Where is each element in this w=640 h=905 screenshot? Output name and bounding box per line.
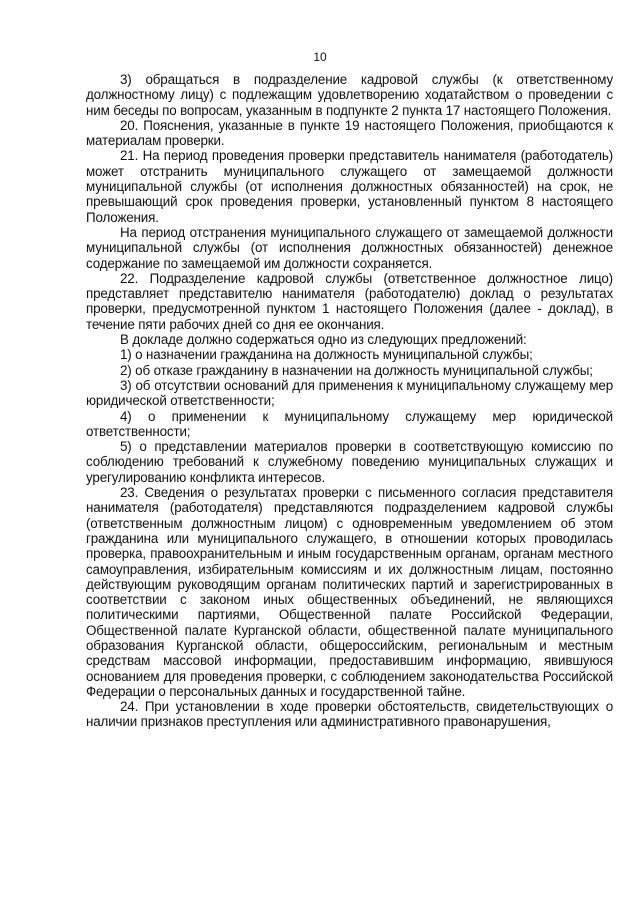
paragraph-22: 22. Подразделение кадровой службы (ответственное должностное лицо) представляет представителю нанимателя (работодателю) доклад о результатах проверки, предусмотренной пунктом 1 настоящего Положения (далее - доклад), в течение пяти рабочих дней со дня ее окончания. bbox=[86, 270, 613, 332]
paragraph-20: 20. Пояснения, указанные в пункте 19 настоящего Положения, приобщаются к материалам проверки. bbox=[86, 117, 613, 149]
list-item-1: 1) о назначении гражданина на должность муниципальной службы; bbox=[120, 347, 533, 363]
paragraph-22-intro: В докладе должно содержаться одно из следующих предложений: bbox=[120, 332, 527, 348]
list-item-5: 5) о представлении материалов проверки в соответствующую комиссию по соблюдению требований к служебному поведению муниципальных служащих и урегулированию конфликта интересов. bbox=[86, 439, 613, 485]
paragraph-item-3: 3) обращаться в подразделение кадровой службы (к ответственному должностному лицу) с подлежащим удовлетворению ходатайством о проведении с ним беседы по вопросам, указанным в подпункте 2 пункта 17 настоящего Положения. bbox=[86, 72, 613, 118]
paragraph-21-continued: На период отстранения муниципального служащего от замещаемой должности муниципальной службы (от исполнения должностных обязанностей) денежное содержание по замещаемой им должности сохраняется. bbox=[86, 224, 613, 271]
paragraph-23: 23. Сведения о результатах проверки с письменного согласия представителя нанимателя (работодателя) представляются подразделением кадровой службы (ответственным должностным лицом) с одновременным уведомлением об этом гражданина или муниципального служащего, в отношении которых проводилась проверка, правоохранительным и иным государственным органам, органам местного самоуправления, избирательным комиссиям и их должностным лицам, постоянно действующим руководящим органам политических партий и зарегистрированных в соответствии с законом иных общественных объединений, не являющихся политическими партиями, Общественной палате Российской Федерации, Общественной палате Курганской области, общественной палате муниципального образования Курганской области, общероссийским, региональным и местным средствам массовой информации, предоставившим информацию, явившуюся основанием для проведения проверки, с соблюдением законодательства Российской Федерации о персональных данных и государственной тайне. bbox=[86, 485, 613, 699]
page-number: 10 bbox=[313, 50, 327, 64]
paragraph-21: 21. На период проведения проверки представитель нанимателя (работодатель) может отстранить муниципального служащего от замещаемой должности муниципальной службы (от исполнения должностных обязанностей) на срок, не превышающий срок проведения проверки, установленный пунктом 8 настоящего Положения. bbox=[86, 148, 613, 225]
document-body bbox=[86, 72, 613, 730]
list-item-2: 2) об отказе гражданину в назначении на должность муниципальной службы; bbox=[120, 362, 593, 378]
list-item-3: 3) об отсутствии оснований для применения к муниципальному служащему мер юридической ответственности; bbox=[86, 377, 613, 409]
list-item-4: 4) о применении к муниципальному служащему мер юридической ответственности; bbox=[86, 408, 613, 439]
paragraph-24: 24. При установлении в ходе проверки обстоятельств, свидетельствующих о наличии признаков преступления или административного правонарушения, bbox=[86, 699, 613, 730]
